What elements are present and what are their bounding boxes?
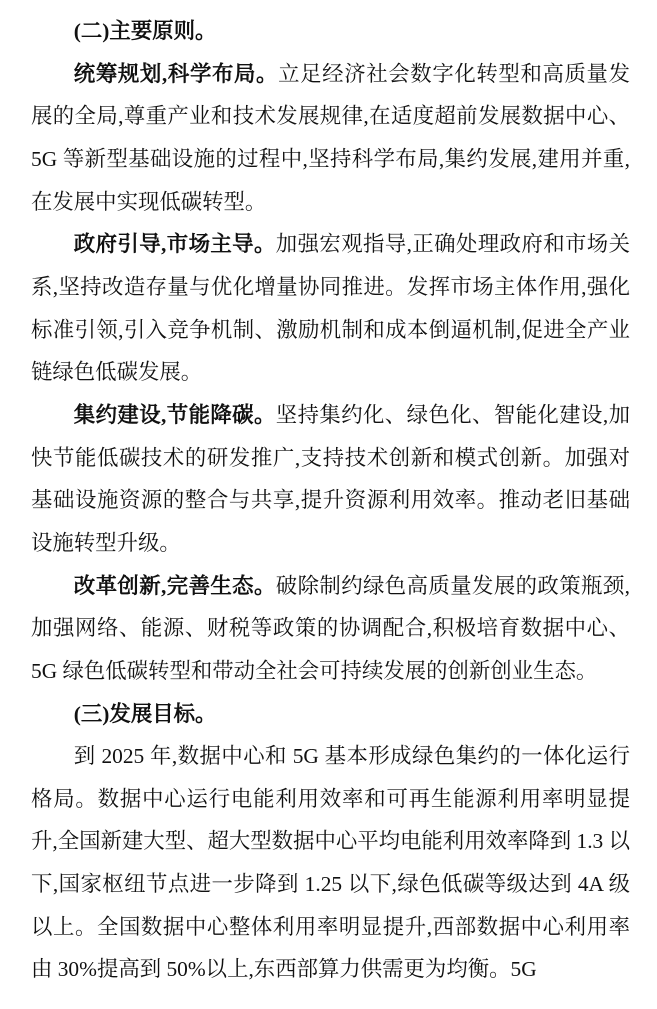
paragraph-lead: 政府引导,市场主导。 [73,232,276,257]
paragraph-lead: 集约建设,节能降碳。 [73,402,276,427]
paragraph-text: 加强宏观指导,正确处理政府和市场关系,坚持改造存量与优化增量协同推进。发挥市场主体作用,强化标准引领,引入竞争机制、激励机制和成本倒逼机制,促进全产业链绿色低碳发展。 [31,232,630,385]
section-heading-text: (三)发展目标。 [73,701,217,726]
paragraph-lead: 统筹规划,科学布局。 [73,61,279,86]
paragraph-text: 到 2025 年,数据中心和 5G 基本形成绿色集约的一体化运行格局。数据中心运行电能利用效率和可再生能源利用率明显提升,全国新建大型、超大型数据中心平均电能利用效率降到 1.3 以下,国家枢纽节点进一步降到 1.25 以下,绿色低碳等级达到 4A 级以上。全国数据中心整体利用率明显提升,西部数据中心利用率由 30%提高到 50%以上,东西部算力供需更为均衡。5G [31,744,630,982]
paragraph-intensive-construction [31,394,630,565]
section-heading-text: (二)主要原则。 [73,19,217,43]
paragraph-government-guidance [31,223,630,394]
paragraph-text: 立足经济社会数字化转型和高质量发展的全局,尊重产业和技术发展规律,在适度超前发展数据中心、5G 等新型基础设施的过程中,坚持科学布局,集约发展,建用并重,在发展中实现低碳转型。 [31,61,630,214]
paragraph-text: 破除制约绿色高质量发展的政策瓶颈,加强网络、能源、财税等政策的协调配合,积极培育数据中心、5G 绿色低碳转型和带动全社会可持续发展的创新创业生态。 [31,573,630,683]
section-heading-development-goals [31,693,630,736]
paragraph-text: 坚持集约化、绿色化、智能化建设,加快节能低碳技术的研发推广,支持技术创新和模式创新。加强对基础设施资源的整合与共享,提升资源利用效率。推动老旧基础设施转型升级。 [31,402,630,555]
section-heading-main-principles [31,10,630,53]
paragraph-lead: 改革创新,完善生态。 [73,573,276,598]
paragraph-overall-planning [31,53,630,224]
paragraph-reform-innovation [31,565,630,693]
paragraph-2025-targets [31,735,630,991]
